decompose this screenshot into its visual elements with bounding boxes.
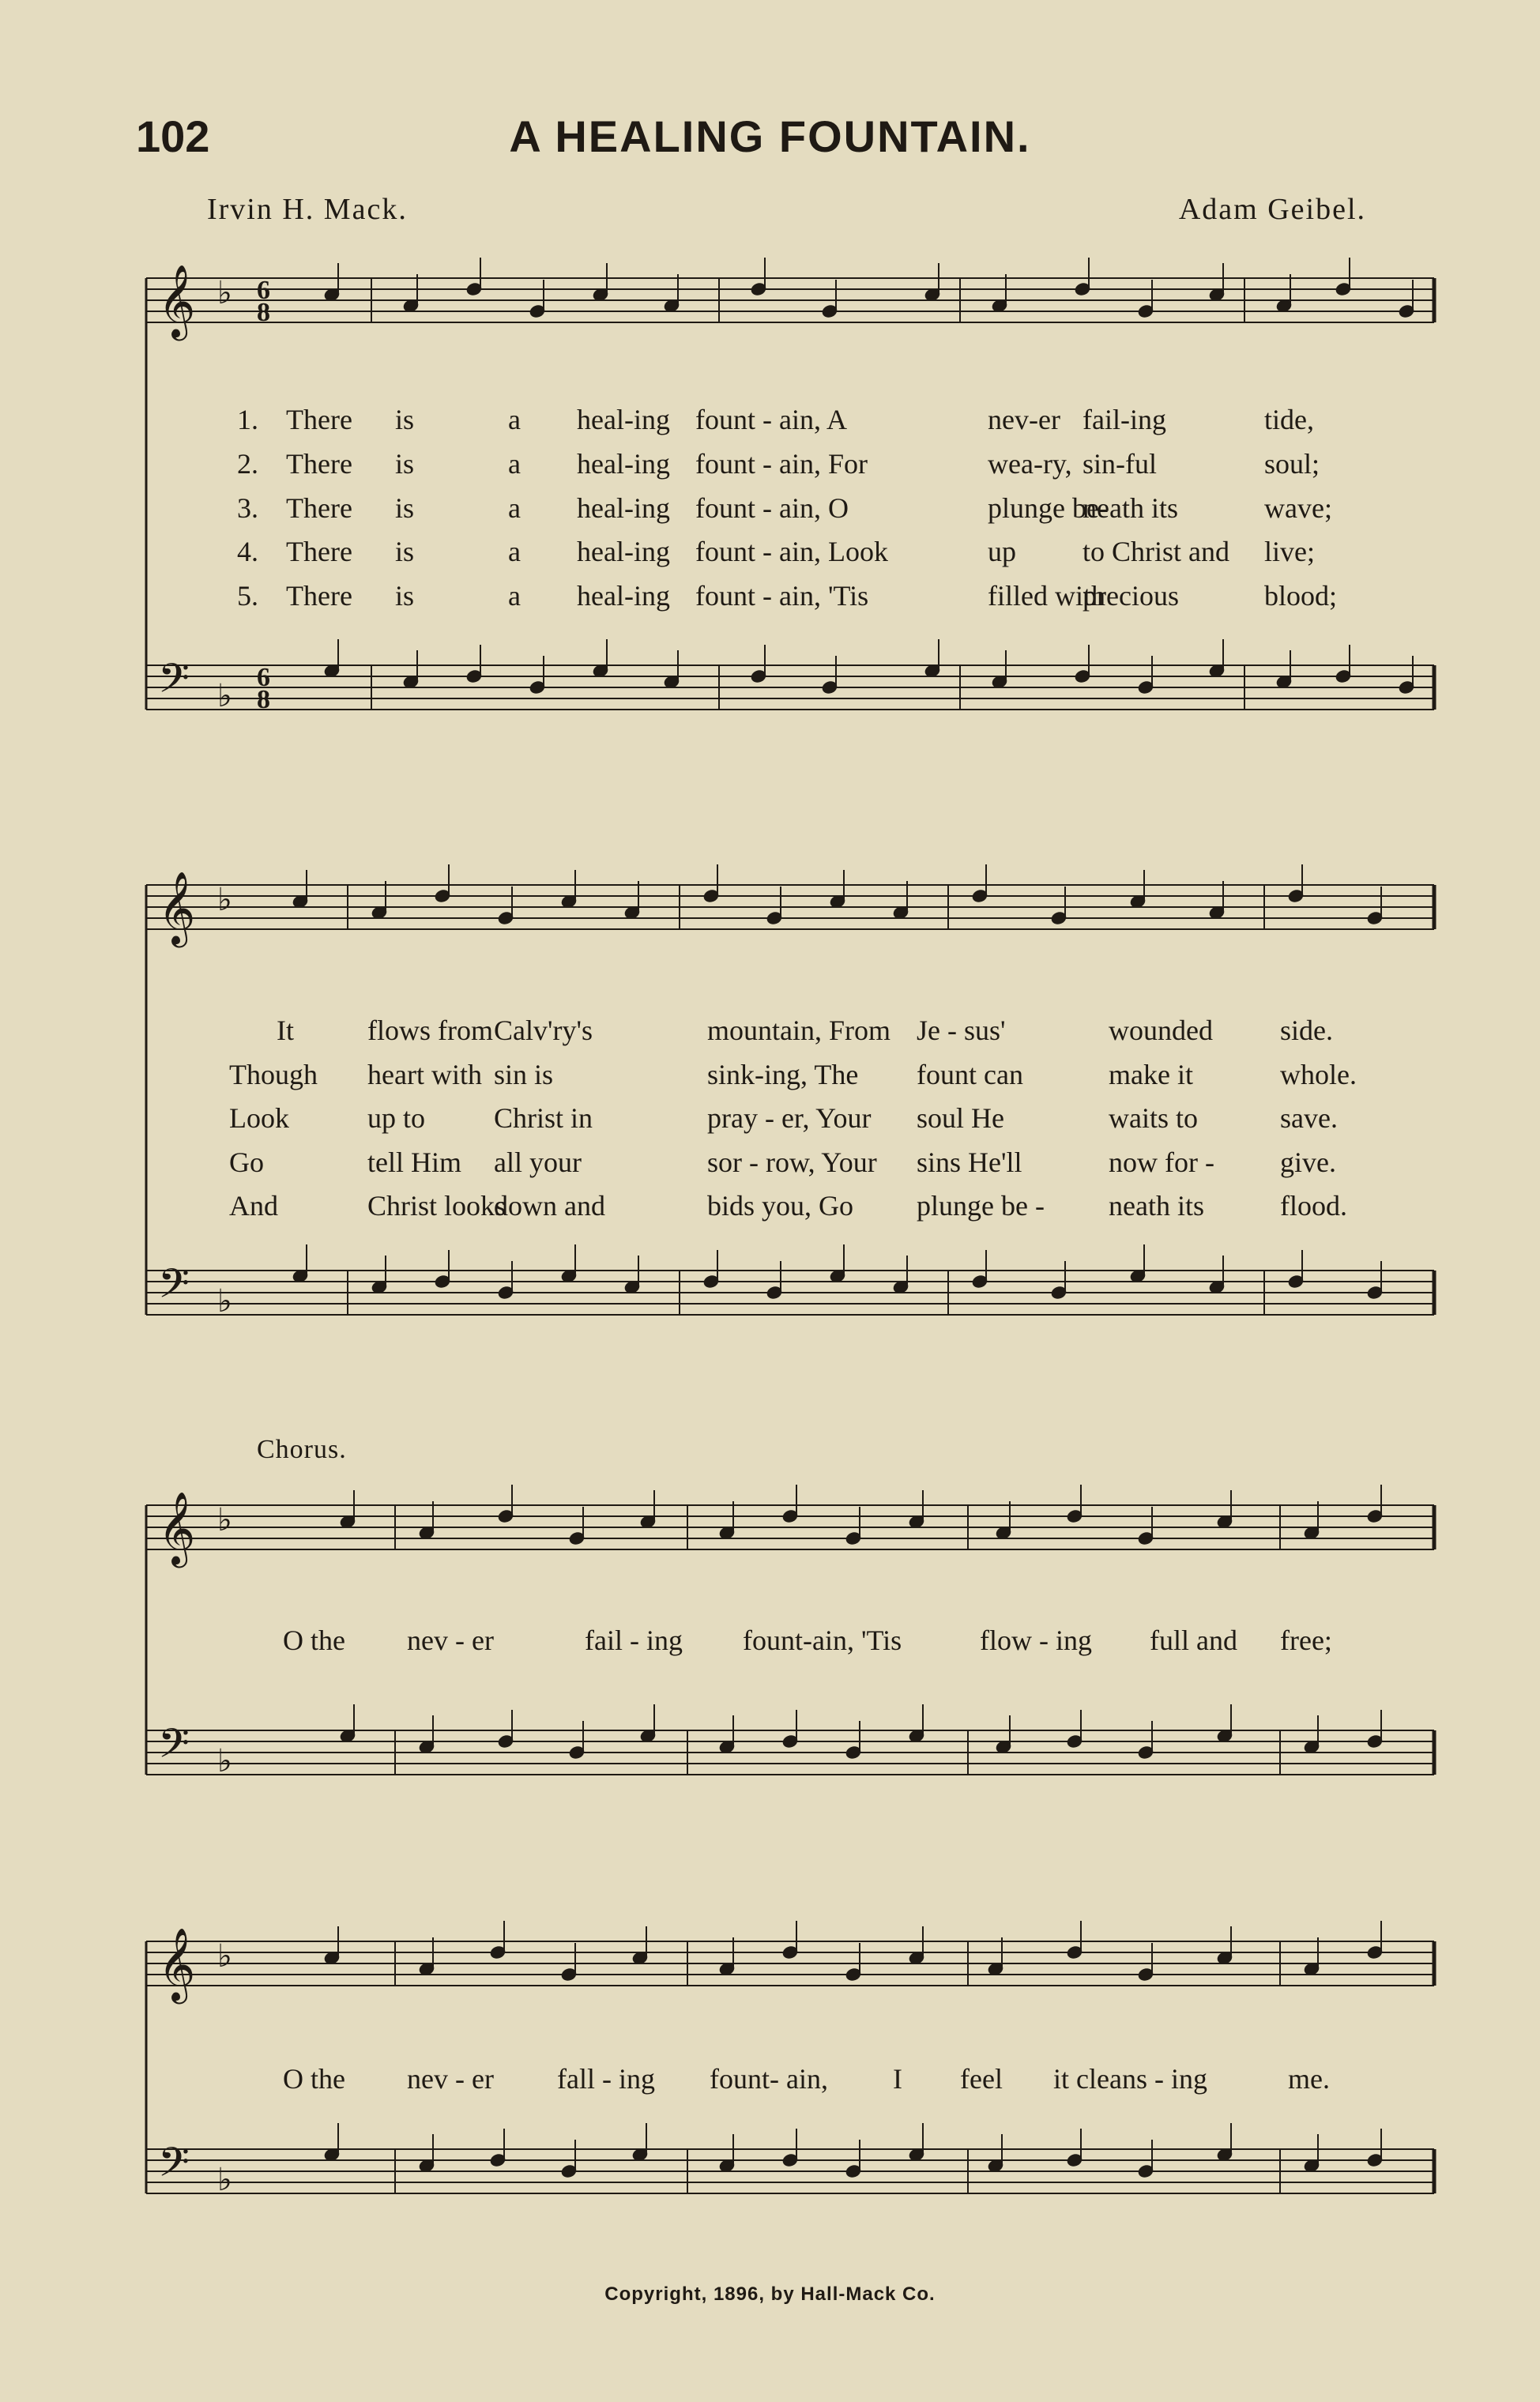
chorus-label: Chorus. [257,1435,347,1464]
lyric-syllable: Christ looks [367,1190,506,1222]
flat-sign-icon: ♭ [217,275,232,311]
verse-5-line-a [0,579,1540,614]
bass-clef-icon: 𝄢 [158,1719,190,1777]
time-signature-top: 6 [257,663,270,692]
lyric-syllable: live; [1264,536,1315,567]
lyric-syllable: nev - er [407,2063,494,2095]
lyric-syllable: feel [960,2063,1003,2095]
lyric-syllable: a [508,492,521,524]
treble-clef-icon: 𝄞 [158,1927,196,2001]
flat-sign-icon: ♭ [217,1502,232,1538]
lyric-syllable: sins He'll [917,1146,1022,1178]
lyric-syllable: a [508,404,521,435]
lyric-syllable: a [508,580,521,612]
lyric-syllable: sor - row, Your [707,1146,877,1178]
lyric-syllable: to Christ and [1083,536,1229,567]
lyric-syllable: 1. [237,404,258,435]
flat-sign-icon: ♭ [217,2162,232,2197]
lyric-syllable: nev - er [407,1625,494,1656]
lyric-syllable: all your [494,1146,582,1178]
lyric-syllable: save. [1280,1102,1338,1134]
time-signature-bottom: 8 [257,685,270,714]
lyric-syllable: wounded [1109,1015,1213,1046]
lyric-syllable: fount - ain, Look [695,536,888,567]
flat-sign-icon: ♭ [217,1938,232,1974]
lyric-syllable: heal-ing [577,536,670,567]
lyric-syllable: There [286,580,352,612]
lyric-syllable: There [286,492,352,524]
chorus-line-1 [0,1624,1540,1658]
lyric-syllable: flood. [1280,1190,1347,1222]
lyric-syllable: tell Him [367,1146,461,1178]
lyric-syllable: plunge be - [917,1190,1045,1222]
verse-4-line-b [0,1146,1540,1180]
lyric-syllable: There [286,536,352,567]
treble-clef-icon: 𝄞 [158,1491,196,1564]
lyric-syllable: Look [229,1102,289,1134]
lyric-syllable: soul; [1264,448,1320,480]
verse-4-line-a [0,535,1540,570]
lyric-syllable: is [395,492,415,524]
lyric-syllable: filled with [988,580,1105,612]
verse-3-line-b [0,1101,1540,1136]
lyric-syllable: a [508,536,521,567]
lyric-syllable: fall - ing [557,2063,655,2095]
bass-clef-icon: 𝄢 [158,1259,190,1317]
lyric-syllable: waits to [1109,1102,1198,1134]
lyric-syllable: fount-ain, 'Tis [743,1625,902,1656]
lyric-syllable: down and [494,1190,605,1222]
lyric-syllable: up to [367,1102,426,1134]
time-signature-top: 6 [257,276,270,305]
verse-1-line-b [0,1014,1540,1049]
lyric-syllable: is [395,448,415,480]
copyright-notice: Copyright, 1896, by Hall-Mack Co. [604,2283,936,2305]
composer-credit: Adam Geibel. [1178,193,1366,226]
lyric-syllable: plunge be- [988,492,1109,524]
lyric-syllable: 5. [237,580,258,612]
treble-clef-icon: 𝄞 [158,264,196,337]
lyric-syllable: is [395,580,415,612]
lyric-syllable: Go [229,1146,264,1178]
lyric-syllable: up [988,536,1016,567]
hymn-title: A HEALING FOUNTAIN. [509,111,1031,161]
lyric-syllable: wea-ry, [988,448,1072,480]
lyric-syllable: fount - ain, 'Tis [695,580,869,612]
lyric-syllable: bids you, Go [707,1190,854,1222]
verse-3-line-a [0,491,1540,526]
flat-sign-icon: ♭ [217,1743,232,1779]
lyric-syllable: mountain, From [707,1015,890,1046]
verse-1-line-a [0,403,1540,438]
lyric-syllable: sin is [494,1059,554,1090]
lyric-syllable: Though [229,1059,318,1090]
lyric-syllable: flow - ing [980,1625,1092,1656]
lyric-syllable: 4. [237,536,258,567]
time-signature-bottom: 8 [257,298,270,327]
lyric-syllable: fount - ain, O [695,492,849,524]
lyric-syllable: a [508,448,521,480]
lyric-syllable: precious [1083,580,1179,612]
lyric-syllable: sink-ing, The [707,1059,859,1090]
lyric-syllable: free; [1280,1625,1332,1656]
lyric-syllable: 3. [237,492,258,524]
lyric-syllable: neath its [1109,1190,1204,1222]
lyric-syllable: is [395,536,415,567]
lyric-syllable: I [893,2063,902,2095]
lyric-syllable: give. [1280,1146,1336,1178]
flat-sign-icon: ♭ [217,1283,232,1319]
lyric-syllable: soul He [917,1102,1004,1134]
lyric-syllable: tide, [1264,404,1314,435]
lyric-syllable: blood; [1264,580,1338,612]
lyric-syllable: side. [1280,1015,1333,1046]
lyric-syllable: O the [283,2063,345,2095]
lyric-syllable: sin-ful [1083,448,1157,480]
flat-sign-icon: ♭ [217,882,232,917]
page-number: 102 [136,111,210,161]
verse-2-line-b [0,1058,1540,1093]
lyric-syllable: wave; [1264,492,1332,524]
lyric-syllable: Christ in [494,1102,593,1134]
lyric-syllable: full and [1150,1625,1237,1656]
lyric-syllable: fount- ain, [710,2063,828,2095]
lyric-syllable: flows from [367,1015,493,1046]
lyric-syllable: And [229,1190,278,1222]
verse-2-line-a [0,447,1540,482]
bass-clef-icon: 𝄢 [158,654,190,712]
lyric-syllable: It [277,1015,294,1046]
lyric-syllable: fount can [917,1059,1023,1090]
lyric-syllable: fail-ing [1083,404,1166,435]
lyric-syllable: There [286,448,352,480]
lyric-syllable: neath its [1083,492,1178,524]
lyric-syllable: O the [283,1625,345,1656]
lyric-syllable: make it [1109,1059,1193,1090]
lyric-syllable: it cleans - ing [1053,2063,1207,2095]
flat-sign-icon: ♭ [217,678,232,713]
lyric-syllable: pray - er, Your [707,1102,872,1134]
lyric-syllable: There [286,404,352,435]
lyric-syllable: now for - [1109,1146,1214,1178]
lyric-syllable: fail - ing [585,1625,683,1656]
chorus-line-2 [0,2062,1540,2097]
lyric-syllable: heal-ing [577,448,670,480]
lyric-syllable: nev-er [988,404,1060,435]
lyricist-credit: Irvin H. Mack. [207,193,408,226]
lyric-syllable: heart with [367,1059,482,1090]
lyric-syllable: whole. [1280,1059,1357,1090]
lyric-syllable: fount - ain, For [695,448,868,480]
lyric-syllable: heal-ing [577,492,670,524]
lyric-syllable: me. [1288,2063,1330,2095]
lyric-syllable: heal-ing [577,580,670,612]
lyric-syllable: 2. [237,448,258,480]
lyric-syllable: heal-ing [577,404,670,435]
treble-clef-icon: 𝄞 [158,871,196,944]
verse-5-line-b [0,1189,1540,1224]
lyric-syllable: is [395,404,415,435]
lyric-syllable: Calv'ry's [494,1015,593,1046]
lyric-syllable: fount - ain, A [695,404,847,435]
lyric-syllable: Je - sus' [917,1015,1006,1046]
bass-clef-icon: 𝄢 [158,2138,190,2196]
